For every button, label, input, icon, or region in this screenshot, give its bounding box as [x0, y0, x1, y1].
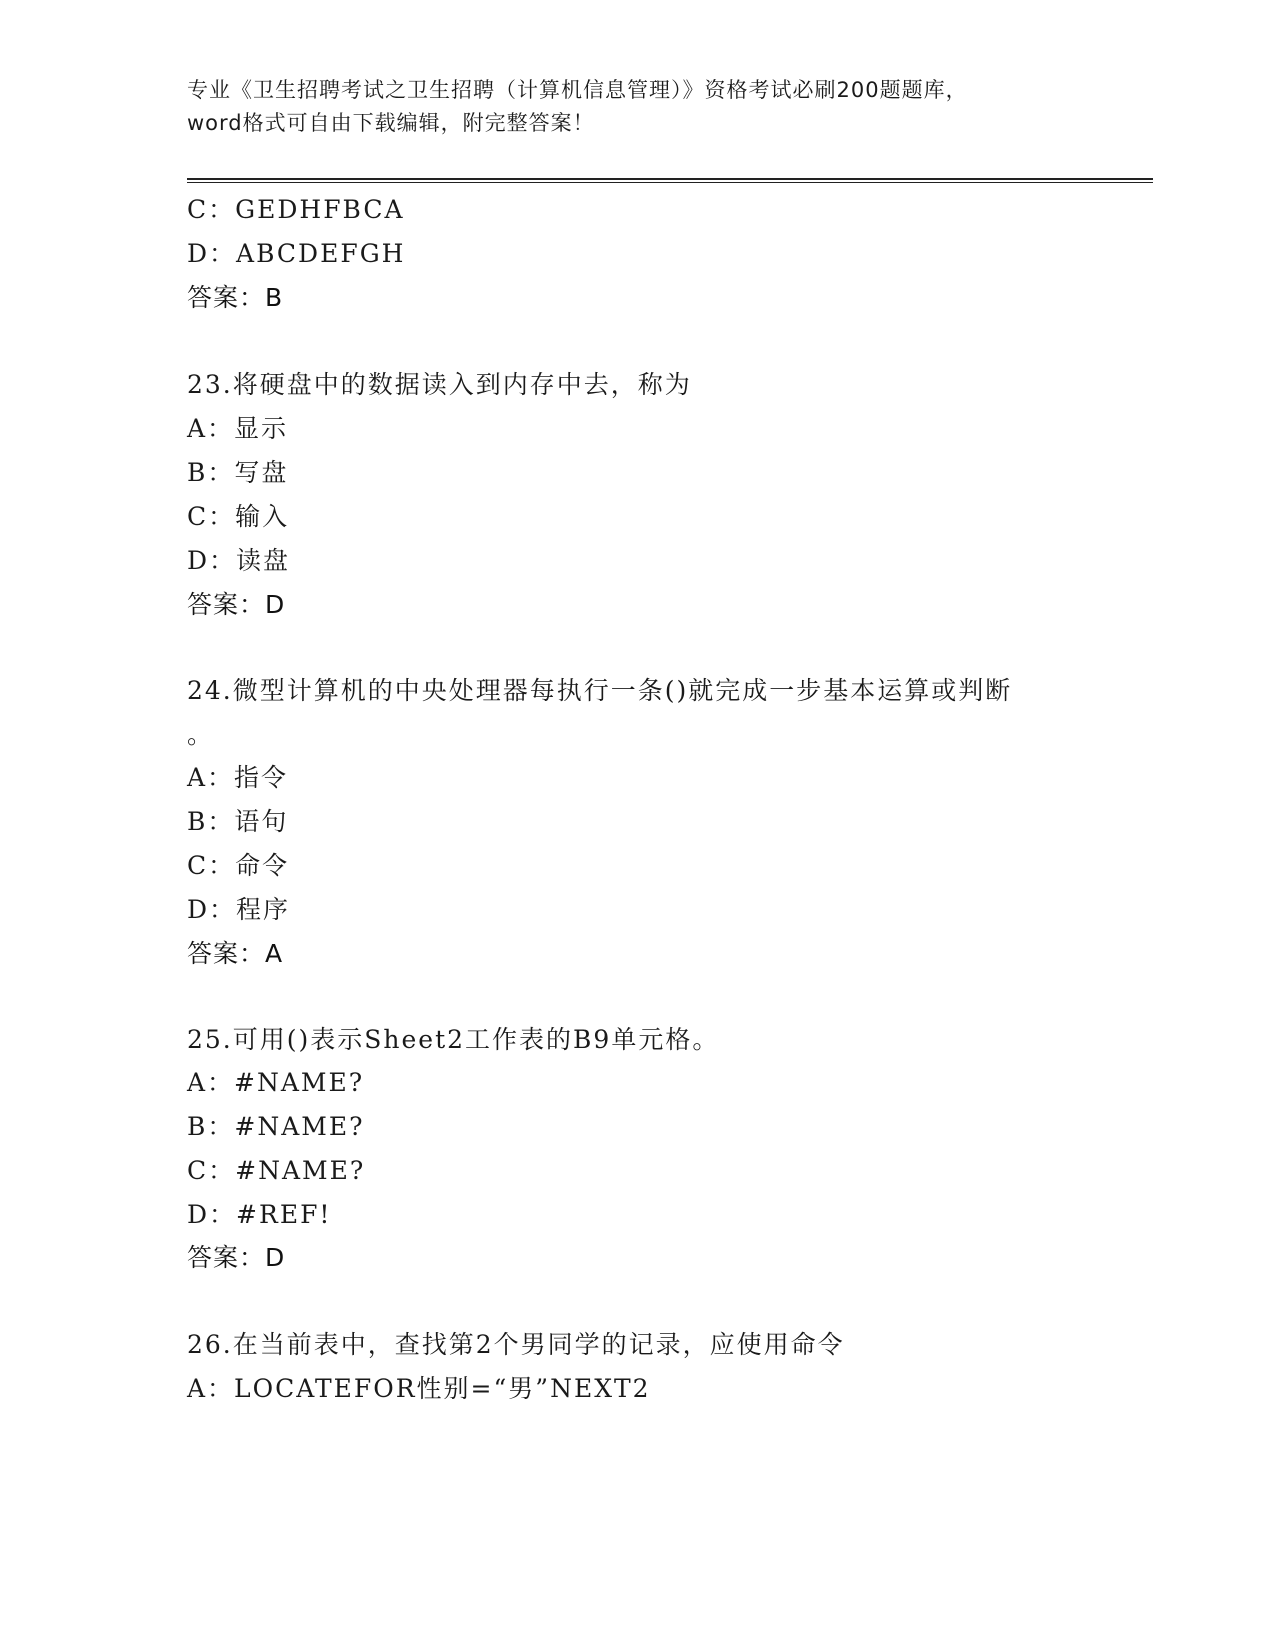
header-title-line: 专业《卫生招聘考试之卫生招聘（计算机信息管理）》资格考试必刷200题题库，: [187, 78, 968, 102]
header-subtitle-line: word格式可自由下载编辑，附完整答案！: [187, 111, 595, 135]
q25-option-b: B：#NAME?: [187, 1112, 365, 1141]
q23-option-c: C：输入: [187, 502, 290, 531]
document-header: [187, 74, 1077, 140]
q26-stem: 26.在当前表中，查找第2个男同学的记录，应使用命令: [187, 1330, 845, 1359]
q24-option-c: C：命令: [187, 851, 290, 880]
q24-answer: 答案：A: [187, 939, 284, 968]
q23-option-a: A：显示: [187, 414, 289, 443]
prev-option-c: C：GEDHFBCA: [187, 195, 405, 224]
header-divider: [187, 178, 1153, 180]
q24-stem-line2: 。: [187, 720, 215, 749]
q25-option-d: D：#REF!: [187, 1200, 332, 1229]
q23-stem: 23.将硬盘中的数据读入到内存中去，称为: [187, 370, 692, 399]
prev-option-d: D：ABCDEFGH: [187, 239, 406, 268]
q26-option-a: A：LOCATEFOR性别=“男”NEXT2: [187, 1374, 651, 1403]
q23-answer: 答案：D: [187, 590, 286, 619]
q25-stem: 25.可用()表示Sheet2工作表的B9单元格。: [187, 1025, 720, 1054]
q25-answer: 答案：D: [187, 1243, 286, 1272]
q24-option-d: D：程序: [187, 895, 291, 924]
q25-option-a: A：#NAME?: [187, 1068, 365, 1097]
q23-option-d: D：读盘: [187, 546, 291, 575]
q24-option-a: A：指令: [187, 763, 289, 792]
q24-stem-line1: 24.微型计算机的中央处理器每执行一条()就完成一步基本运算或判断: [187, 676, 1013, 705]
prev-answer: 答案：B: [187, 283, 284, 312]
q25-option-c: C：#NAME?: [187, 1156, 366, 1185]
q24-option-b: B：语句: [187, 807, 289, 836]
header-divider-thin: [187, 182, 1153, 183]
q23-option-b: B：写盘: [187, 458, 289, 487]
